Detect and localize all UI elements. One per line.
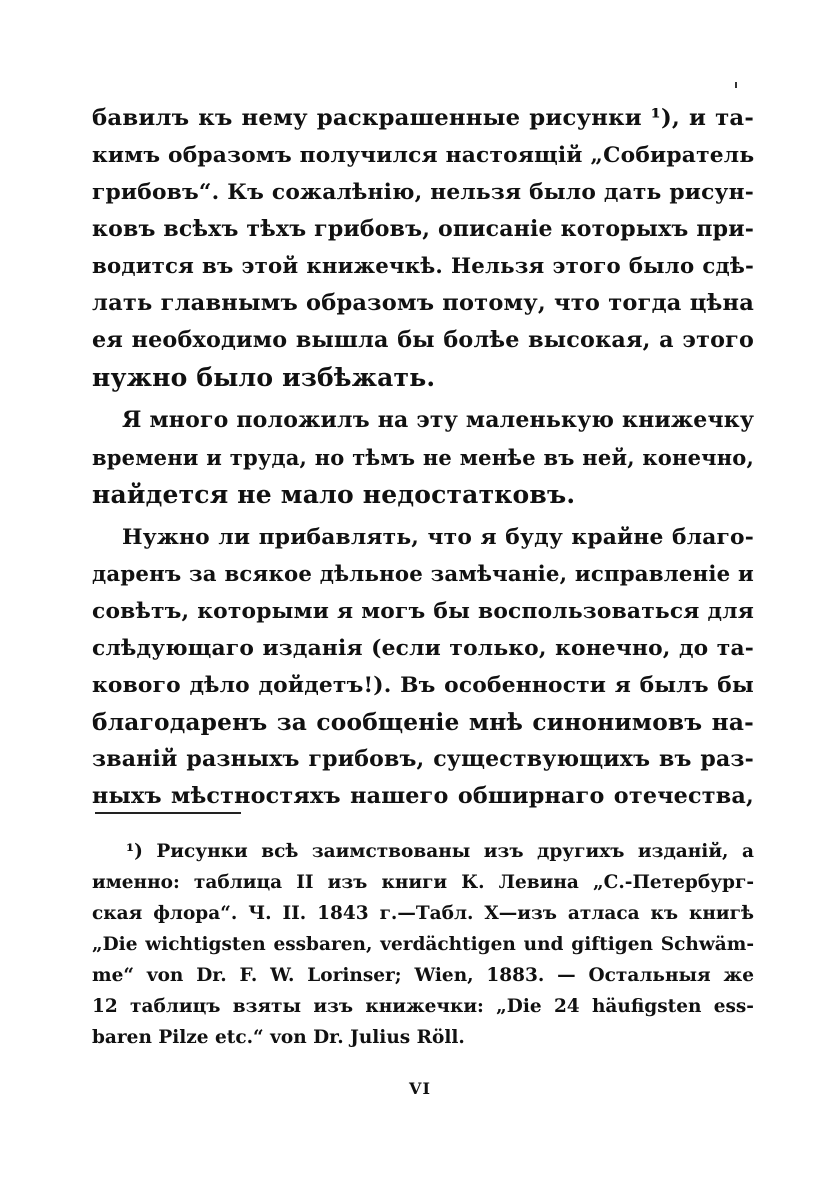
text-line: ныхъ мѣстностяхъ нашего обширнаго отечества,	[92, 783, 754, 809]
text-line: Я много положилъ на эту маленькую книжечку	[122, 407, 755, 433]
footnote-line: me“ von Dr. F. W. Lorinser; Wien, 1883. — Остальныя же	[92, 965, 754, 986]
text-line: ея необходимо вышла бы болѣе высокая, а этого	[92, 327, 754, 353]
text-line: водится въ этой книжечкѣ. Нельзя этого было сдѣ-	[92, 254, 754, 279]
footnote-line: „Die wichtigsten essbaren, verdächtigen und giftigen Schwäm-	[92, 934, 754, 955]
text-line: бавилъ къ нему раскрашенные рисунки ¹), и та-	[92, 105, 754, 131]
text-line: лать главнымъ образомъ потому, что тогда цѣна	[92, 290, 754, 316]
text-line: совѣтъ, которыми я могъ бы воспользоваться для	[92, 599, 754, 624]
text-line: Нужно ли прибавлять, что я буду крайне благо-	[122, 525, 754, 550]
footnote-divider	[95, 812, 241, 814]
footnote-line: baren Pilze etc.“ von Dr. Julius Röll.	[92, 1027, 465, 1048]
main-text	[92, 100, 754, 815]
text-line: слѣдующаго изданія (если только, конечно, до та-	[92, 636, 754, 661]
text-line: даренъ за всякое дѣльное замѣчаніе, исправленіе и	[92, 562, 754, 587]
text-line: грибовъ“. Къ сожалѣнію, нельзя было дать рисун-	[92, 180, 754, 205]
text-line: кимъ образомъ получился настоящій „Собиратель	[92, 143, 755, 168]
text-line: благодаренъ за сообщеніе мнѣ синонимовъ на-	[92, 709, 754, 736]
text-line: нужно было избѣжать.	[92, 363, 436, 392]
footnote	[92, 836, 754, 1053]
text-line: времени и труда, но тѣмъ не менѣе въ ней, конечно,	[92, 445, 754, 470]
footnote-line: ¹) Рисунки всѣ заимствованы изъ другихъ изданій, а	[126, 841, 754, 862]
text-line: найдется не мало недостатковъ.	[92, 480, 576, 509]
page-number: VI	[409, 1079, 431, 1098]
paragraph-3	[92, 519, 754, 815]
paragraph-2	[92, 402, 754, 513]
footnote-line: ская флора“. Ч. II. 1843 г.—Табл. X—изъ атласа къ книгѣ	[92, 903, 754, 924]
footnote-line: именно: таблица II изъ книги К. Левина „С.-Петербург-	[92, 872, 754, 893]
paragraph-1	[92, 100, 754, 396]
footnote-line: 12 таблицъ взяты изъ книжечки: „Die 24 häufigsten ess-	[92, 996, 754, 1017]
text-line: ковъ всѣхъ тѣхъ грибовъ, описаніе которыхъ при-	[92, 216, 755, 242]
text-line: званій разныхъ грибовъ, существующихъ въ раз-	[92, 746, 754, 772]
print-speck	[735, 82, 737, 88]
text-line: кового дѣло дойдетъ!). Въ особенности я былъ бы	[92, 673, 754, 698]
